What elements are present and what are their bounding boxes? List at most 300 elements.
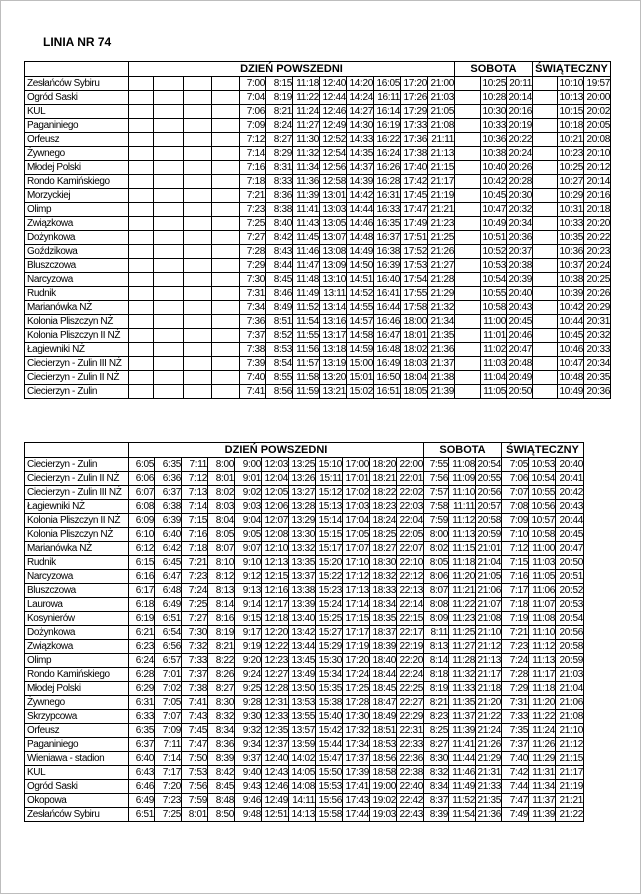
departure-time: 10:38 [559,274,583,285]
departure-time: 9:40 [235,766,262,780]
departure-time: 7:16 [182,528,208,542]
departure-time: 15:56 [316,794,343,808]
departure-time: 20:35 [584,371,611,385]
departure-time: 7:53 [182,766,208,780]
departure-time: 7:38 [240,343,266,357]
departure-time: 20:10 [584,147,611,161]
departure-time: 8:01 [208,472,235,486]
departure-time: 6:29 [129,682,155,696]
departure-time: 21:22 [556,808,584,822]
departure-time: 7:33 [502,710,529,724]
departure-time: 8:21 [266,105,293,119]
departure-time: 16:41 [374,287,401,301]
departure-time: 8:27 [266,133,293,147]
departure-time: 10:33 [559,218,583,229]
departure-time: 8:42 [266,231,293,245]
departure-time: 18:32 [370,570,397,584]
departure-time: 11:46 [449,766,476,780]
departure-time: 14:24 [347,91,374,105]
table-row [25,77,611,91]
departure-time: 6:45 [155,556,182,570]
departure-time: 11:08 [529,612,556,626]
departure-time: 14:55 [347,301,374,315]
departure-time: 22:07 [397,542,424,556]
departure-time: 12:16 [262,584,289,598]
departure-time: 14:27 [347,105,374,119]
departure-time: 6:47 [155,570,182,584]
departure-time: 10:58 [529,528,556,542]
departure-time: 10:29 [559,190,583,201]
departure-time: 8:46 [266,287,293,301]
empty-cell [184,203,212,217]
departure-time: 9:13 [235,584,262,598]
departure-time: 11:27 [449,640,476,654]
empty-cell [455,133,481,147]
empty-cell [455,91,481,105]
empty-cell [129,119,154,133]
empty-cell [455,175,481,189]
departure-time: 13:37 [289,570,316,584]
departure-time: 20:56 [477,487,501,498]
departure-time: 10:27 [559,176,583,187]
departure-time: 21:15 [556,752,584,766]
stop-name: Bluszczowa [25,584,129,598]
departure-time: 20:52 [556,584,584,598]
departure-time: 8:19 [208,626,235,640]
departure-time: 10:47 [559,358,583,369]
departure-time: 12:17 [262,598,289,612]
departure-time: 20:59 [477,529,501,540]
departure-time: 11:18 [449,556,476,570]
empty-cell [533,161,558,175]
empty-cell [154,385,184,399]
departure-time: 11:15 [449,542,476,556]
departure-time: 11:37 [449,710,476,724]
departure-time: 18:24 [370,514,397,528]
departure-time: 11:00 [481,315,507,329]
stop-name: Narcyzowa [25,570,129,584]
departure-time: 9:28 [235,696,262,710]
departure-time: 21:22 [477,711,501,722]
departure-time: 17:20 [401,77,428,91]
departure-time: 17:26 [401,91,428,105]
departure-time: 18:23 [370,500,397,514]
stop-name: Dożynkowa [25,231,129,245]
departure-time: 21:13 [477,655,501,666]
departure-time: 20:47 [556,542,584,556]
empty-cell [184,119,212,133]
departure-time: 11:41 [449,738,476,752]
departure-time: 7:09 [502,514,529,528]
departure-time: 19:57 [584,77,611,91]
table-row [25,654,584,668]
departure-time: 14:39 [347,175,374,189]
departure-time: 11:18 [293,77,320,91]
departure-time: 6:49 [155,598,182,612]
departure-time: 13:21 [320,385,347,399]
stop-name: Paganiniego [25,738,129,752]
empty-cell [184,301,212,315]
empty-cell [154,231,184,245]
departure-time: 12:20 [262,626,289,640]
departure-time: 14:33 [347,133,374,147]
departure-time: 8:09 [424,612,449,626]
empty-cell [184,273,212,287]
departure-time: 8:24 [266,119,293,133]
departure-time: 15:01 [347,371,374,385]
table-row [25,752,584,766]
departure-time: 8:27 [208,682,235,696]
stop-name: KUL [25,766,129,780]
departure-time: 21:00 [428,77,455,91]
empty-cell [129,329,154,343]
departure-time: 10:56 [529,500,556,514]
departure-time: 7:21 [502,626,529,640]
empty-cell [533,231,558,245]
empty-cell [154,217,184,231]
empty-cell [533,147,558,161]
empty-cell [212,105,240,119]
departure-time: 8:42 [208,766,235,780]
departure-time: 17:44 [343,808,370,822]
departure-time: 17:07 [343,542,370,556]
departure-time: 22:25 [397,682,424,696]
stop-name: Morzyckiej [25,189,129,203]
departure-time: 11:12 [529,640,556,654]
departure-time: 16:24 [374,147,401,161]
empty-cell [533,343,558,357]
departure-time: 15:00 [347,357,374,371]
departure-time: 16:31 [374,189,401,203]
departure-time: 20:53 [556,598,584,612]
timetable-return [24,442,584,822]
departure-time: 10:10 [559,78,583,89]
empty-cell [154,273,184,287]
departure-time: 10:23 [559,148,583,159]
departure-time: 8:21 [424,696,449,710]
departure-time: 6:19 [129,612,155,626]
departure-time: 9:19 [235,640,262,654]
stop-name: Okopowa [25,794,129,808]
departure-time: 20:42 [556,486,584,500]
departure-time: 18:40 [370,654,397,668]
departure-time: 11:24 [293,105,320,119]
departure-time: 8:37 [424,794,449,808]
empty-cell [455,259,481,273]
departure-time: 22:42 [397,794,424,808]
header-row [25,62,611,77]
departure-time: 7:33 [182,654,208,668]
departure-time: 17:24 [343,668,370,682]
departure-time: 17:42 [401,175,428,189]
departure-time: 7:25 [155,808,182,822]
departure-time: 10:45 [559,330,583,341]
departure-time: 8:15 [266,77,293,91]
empty-cell [184,217,212,231]
departure-time: 11:20 [449,570,476,584]
departure-time: 20:29 [584,301,611,315]
departure-time: 12:49 [262,794,289,808]
empty-cell [533,301,558,315]
departure-time: 20:00 [584,91,611,105]
departure-time: 21:04 [477,557,501,568]
departure-time: 17:19 [343,640,370,654]
departure-time: 17:13 [343,584,370,598]
departure-time: 21:17 [428,175,455,189]
departure-time: 20:48 [508,358,532,369]
departure-time: 22:27 [397,696,424,710]
departure-time: 21:29 [428,287,455,301]
departure-time: 15:29 [316,640,343,654]
departure-time: 13:20 [320,371,347,385]
departure-time: 17:29 [401,105,428,119]
departure-time: 18:22 [370,486,397,500]
departure-time: 18:45 [370,682,397,696]
departure-time: 7:07 [502,486,529,500]
empty-cell [212,119,240,133]
table-row [25,626,584,640]
departure-time: 14:05 [289,766,316,780]
departure-time: 21:13 [428,147,455,161]
departure-time: 6:08 [129,500,155,514]
departure-time: 8:19 [266,91,293,105]
departure-time: 20:11 [507,77,533,91]
departure-time: 20:47 [508,344,532,355]
departure-time: 20:40 [508,288,532,299]
departure-time: 14:58 [347,329,374,343]
departure-time: 7:38 [182,682,208,696]
departure-time: 7:57 [424,486,449,500]
departure-time: 7:21 [240,189,266,203]
departure-time: 20:16 [508,106,532,117]
departure-time: 9:15 [235,612,262,626]
departure-time: 11:37 [529,794,556,808]
table-row [25,203,611,217]
empty-cell [212,343,240,357]
departure-time: 10:25 [482,78,506,89]
empty-cell [455,147,481,161]
stop-name: Kolonia Pliszczyn II NŻ [25,329,129,343]
table-row [25,500,584,514]
departure-time: 21:15 [428,161,455,175]
departure-time: 8:02 [208,486,235,500]
departure-time: 22:05 [397,528,424,542]
departure-time: 12:05 [262,486,289,500]
departure-time: 11:30 [293,133,320,147]
empty-cell [129,231,154,245]
departure-time: 17:30 [343,710,370,724]
table-row [25,231,611,245]
empty-cell [184,231,212,245]
departure-time: 15:44 [316,738,343,752]
departure-time: 6:12 [129,542,155,556]
departure-time: 15:22 [316,570,343,584]
empty-cell [129,287,154,301]
stop-name: Olimp [25,654,129,668]
departure-time: 17:52 [401,245,428,259]
departure-time: 8:22 [208,654,235,668]
departure-time: 8:32 [208,710,235,724]
departure-time: 20:37 [508,246,532,257]
departure-time: 17:00 [343,458,370,472]
departure-time: 8:11 [424,626,449,640]
departure-time: 12:37 [262,738,289,752]
departure-time: 20:23 [584,245,611,259]
departure-time: 6:54 [155,626,182,640]
departure-time: 18:51 [370,724,397,738]
departure-time: 20:45 [508,316,532,327]
departure-time: 15:17 [316,542,343,556]
departure-time: 16:40 [374,273,401,287]
departure-time: 21:26 [477,739,501,750]
departure-time: 18:02 [401,343,428,357]
empty-cell [129,217,154,231]
empty-cell [455,385,481,399]
departure-time: 7:37 [182,668,208,682]
departure-time: 17:03 [343,500,370,514]
departure-time: 6:39 [155,514,182,528]
departure-time: 11:55 [293,329,320,343]
stop-name: Związkowa [25,640,129,654]
departure-time: 18:35 [370,612,397,626]
departure-time: 15:25 [316,612,343,626]
departure-time: 20:30 [508,190,532,201]
stop-name: Ogród Saski [25,780,129,794]
departure-time: 7:29 [502,682,529,696]
departure-time: 12:54 [320,147,347,161]
departure-time: 21:21 [428,203,455,217]
empty-cell [533,259,558,273]
departure-time: 12:28 [262,682,289,696]
departure-time: 21:35 [477,795,501,806]
departure-time: 8:36 [266,189,293,203]
departure-time: 21:19 [556,780,584,794]
departure-time: 20:16 [584,189,611,203]
departure-time: 8:16 [208,612,235,626]
empty-cell [533,245,558,259]
departure-time: 8:56 [266,385,293,399]
departure-time: 14:20 [347,77,374,91]
departure-time: 12:58 [320,175,347,189]
header-blank [25,62,129,77]
departure-time: 20:50 [556,556,584,570]
departure-time: 11:12 [449,514,476,528]
empty-cell [154,371,184,385]
departure-time: 9:00 [235,458,262,472]
empty-cell [533,175,558,189]
departure-time: 10:58 [482,302,506,313]
stop-name: Żywnego [25,147,129,161]
departure-time: 21:19 [428,189,455,203]
departure-time: 8:25 [424,724,449,738]
empty-cell [533,287,558,301]
departure-time: 22:29 [397,710,424,724]
departure-time: 11:20 [529,696,556,710]
empty-cell [184,259,212,273]
departure-time: 8:55 [266,371,293,385]
table-row [25,584,584,598]
departure-time: 12:04 [262,472,289,486]
departure-time: 7:16 [240,161,266,175]
departure-time: 7:41 [240,385,266,399]
departure-time: 20:22 [508,134,532,145]
departure-time: 8:30 [208,696,235,710]
departure-time: 15:58 [316,808,343,822]
departure-time: 8:36 [208,738,235,752]
empty-cell [184,147,212,161]
departure-time: 22:24 [397,668,424,682]
departure-time: 11:04 [481,371,507,385]
departure-time: 11:33 [449,682,476,696]
empty-cell [212,91,240,105]
departure-time: 12:52 [320,133,347,147]
departure-time: 20:46 [508,330,532,341]
departure-time: 19:03 [370,808,397,822]
empty-cell [154,329,184,343]
departure-time: 7:14 [155,752,182,766]
departure-time: 9:01 [235,472,262,486]
table-row [25,273,611,287]
header-blank [25,443,129,458]
departure-time: 12:27 [262,668,289,682]
departure-time: 22:01 [397,472,424,486]
departure-time: 10:53 [482,260,506,271]
departure-time: 7:14 [240,147,266,161]
departure-time: 9:02 [235,486,262,500]
departure-time: 17:58 [401,301,428,315]
departure-time: 13:29 [289,514,316,528]
table-row [25,528,584,542]
departure-time: 16:35 [374,217,401,231]
departure-time: 11:25 [449,626,476,640]
departure-time: 7:18 [502,598,529,612]
departure-time: 8:10 [208,556,235,570]
departure-time: 17:15 [343,612,370,626]
table-row [25,486,584,500]
departure-time: 20:34 [508,218,532,229]
departure-time: 9:32 [235,724,262,738]
departure-time: 13:35 [289,556,316,570]
departure-time: 15:14 [316,514,343,528]
departure-time: 8:04 [208,514,235,528]
departure-time: 20:33 [584,343,611,357]
departure-time: 7:24 [182,584,208,598]
departure-time: 13:59 [289,738,316,752]
departure-time: 22:20 [397,654,424,668]
empty-cell [184,385,212,399]
departure-time: 16:49 [374,357,401,371]
departure-time: 12:43 [262,766,289,780]
departure-time: 20:02 [584,105,611,119]
departure-time: 14:59 [347,343,374,357]
empty-cell [154,357,184,371]
departure-time: 10:54 [482,274,506,285]
empty-cell [184,189,212,203]
departure-time: 22:14 [397,598,424,612]
departure-time: 8:32 [424,766,449,780]
departure-time: 13:01 [320,189,347,203]
departure-time: 14:42 [347,189,374,203]
empty-cell [533,357,558,371]
departure-time: 17:10 [343,556,370,570]
departure-time: 13:57 [289,724,316,738]
departure-time: 6:10 [129,528,155,542]
empty-cell [129,189,154,203]
departure-time: 18:53 [370,738,397,752]
departure-time: 8:49 [266,301,293,315]
departure-time: 6:24 [129,654,155,668]
departure-time: 13:09 [320,259,347,273]
